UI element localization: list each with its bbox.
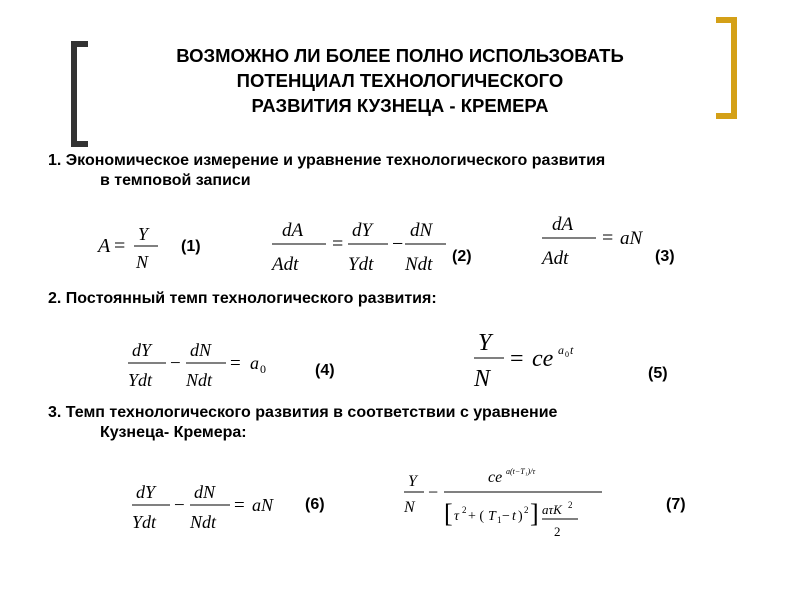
left-bracket-shape <box>74 44 88 144</box>
svg-text:=: = <box>234 495 245 516</box>
equation-7-number: (7) <box>666 496 686 513</box>
svg-text:N: N <box>136 252 149 272</box>
svg-text:=: = <box>114 235 126 257</box>
svg-text:]: ] <box>530 499 539 528</box>
svg-text:a: a <box>250 353 259 373</box>
svg-text:τ: τ <box>454 509 460 524</box>
svg-text:Ndt: Ndt <box>405 254 433 275</box>
equation-3-number: (3) <box>655 248 675 265</box>
svg-text:−: − <box>170 353 181 374</box>
equation-4-number: (4) <box>315 362 335 379</box>
section-2-heading: 2. Постоянный темп технологического развития: <box>48 290 437 307</box>
svg-text:Adt: Adt <box>542 248 569 269</box>
svg-text:0: 0 <box>565 350 569 359</box>
equation-7-formula <box>402 462 612 552</box>
svg-text:dY: dY <box>352 220 373 241</box>
left-bracket-decoration <box>68 40 92 148</box>
svg-text:dN: dN <box>190 340 212 360</box>
equation-1-formula <box>96 218 166 274</box>
svg-text:a(t−T₁)/τ: a(t−T₁)/τ <box>506 467 536 476</box>
section-1-continuation: в темповой записи <box>100 172 251 189</box>
svg-text:Ndt: Ndt <box>186 370 213 390</box>
svg-text:2: 2 <box>524 505 529 515</box>
svg-text:dN: dN <box>194 482 216 502</box>
equation-6-formula <box>130 476 280 538</box>
svg-text:Y: Y <box>408 473 417 490</box>
equation-2-number: (2) <box>452 248 472 265</box>
right-bracket-shape <box>716 20 734 116</box>
svg-text:A: A <box>98 235 111 257</box>
svg-text:0: 0 <box>260 362 266 376</box>
svg-text:=: = <box>602 227 614 249</box>
svg-text:dA: dA <box>552 214 574 235</box>
equation-6-number: (6) <box>305 496 325 513</box>
svg-text:=: = <box>332 233 344 255</box>
svg-text:−: − <box>502 509 510 524</box>
svg-text:T: T <box>488 509 496 524</box>
svg-text:N: N <box>404 499 415 516</box>
equation-2-formula <box>268 212 448 278</box>
equation-4-formula <box>124 334 284 396</box>
svg-text:2: 2 <box>462 505 467 515</box>
section-1-heading: 1. Экономическое измерение и уравнение технологического развития <box>48 152 606 169</box>
equation-5-formula <box>470 322 610 392</box>
right-bracket-decoration <box>712 16 740 120</box>
svg-text:aτK: aτK <box>542 502 562 517</box>
svg-text:Ydt: Ydt <box>132 512 157 532</box>
svg-text:Ndt: Ndt <box>190 512 217 532</box>
svg-text:): ) <box>518 509 523 524</box>
svg-text:Y: Y <box>138 224 149 244</box>
svg-text:dN: dN <box>410 220 433 241</box>
svg-text:Ydt: Ydt <box>348 254 374 275</box>
svg-text:=: = <box>230 353 241 374</box>
svg-text:+ (: + ( <box>468 509 485 524</box>
svg-text:Y: Y <box>478 330 492 356</box>
svg-text:−: − <box>392 233 404 255</box>
equation-5-number: (5) <box>648 365 668 382</box>
svg-text:t: t <box>512 509 516 524</box>
equation-3-formula <box>538 206 648 272</box>
svg-text:2: 2 <box>568 500 573 510</box>
svg-text:dA: dA <box>282 220 304 241</box>
svg-text:aN: aN <box>252 495 274 515</box>
title-line-3: РАЗВИТИЯ КУЗНЕЦА - КРЕМЕРА <box>251 95 549 116</box>
svg-text:Ydt: Ydt <box>128 370 153 390</box>
section-3-continuation: Кузнеца- Кремера: <box>100 424 247 441</box>
svg-text:1: 1 <box>497 515 502 525</box>
svg-text:2: 2 <box>554 524 561 539</box>
svg-text:[: [ <box>444 499 453 528</box>
svg-text:dY: dY <box>132 340 152 360</box>
section-3-heading: 3. Темп технологического развития в соответствии с уравнение <box>48 404 558 421</box>
title-line-1: ВОЗМОЖНО ЛИ БОЛЕЕ ПОЛНО ИСПОЛЬЗОВАТЬ <box>176 45 624 66</box>
svg-text:aN: aN <box>620 228 643 249</box>
svg-text:a: a <box>558 343 564 357</box>
slide-title <box>100 43 700 118</box>
svg-text:ce: ce <box>488 469 503 486</box>
svg-text:t: t <box>570 343 574 357</box>
title-line-2: ПОТЕНЦИАЛ ТЕХНОЛОГИЧЕСКОГО <box>236 70 564 91</box>
svg-text:dY: dY <box>136 482 156 502</box>
svg-text:−: − <box>428 482 439 502</box>
svg-text:Adt: Adt <box>272 254 299 275</box>
svg-text:ce: ce <box>532 346 554 372</box>
svg-text:−: − <box>174 495 185 516</box>
equation-1-number: (1) <box>181 238 201 255</box>
svg-text:N: N <box>474 366 491 392</box>
svg-text:=: = <box>510 346 524 372</box>
